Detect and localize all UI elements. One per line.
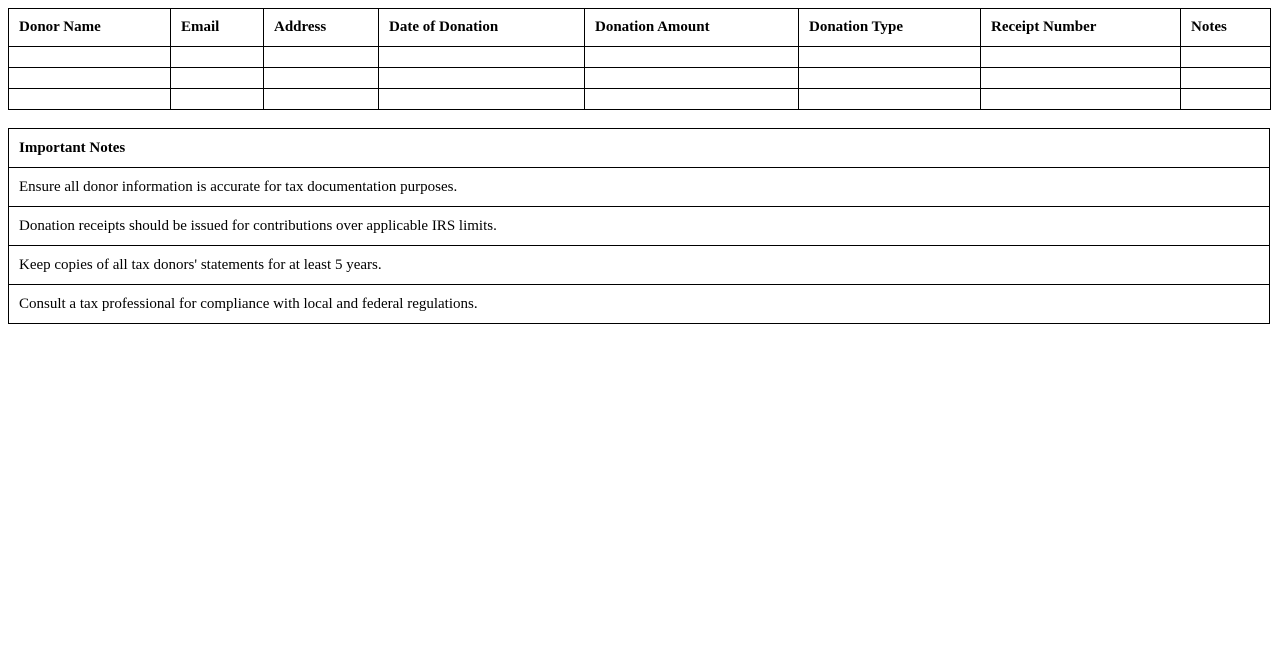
table-cell-address[interactable] xyxy=(264,47,379,68)
table-cell-donation-type[interactable] xyxy=(799,89,981,110)
list-item xyxy=(9,168,1270,207)
header-row xyxy=(9,9,1271,47)
table-cell-notes[interactable] xyxy=(1181,89,1271,110)
list-item xyxy=(9,207,1270,246)
note-text: Consult a tax professional for compliance with local and federal regulations. xyxy=(9,285,1270,324)
list-item xyxy=(9,285,1270,324)
important-notes-table xyxy=(8,128,1270,324)
note-text: Donation receipts should be issued for contributions over applicable IRS limits. xyxy=(9,207,1270,246)
important-notes-heading: Important Notes xyxy=(9,129,1270,168)
donation-table xyxy=(8,8,1271,110)
table-row xyxy=(9,68,1271,89)
table-cell-donor-name[interactable] xyxy=(9,47,171,68)
note-text: Ensure all donor information is accurate for tax documentation purposes. xyxy=(9,168,1270,207)
table-cell-notes[interactable] xyxy=(1181,68,1271,89)
table-row xyxy=(9,89,1271,110)
table-cell-email[interactable] xyxy=(171,89,264,110)
table-cell-receipt-number[interactable] xyxy=(981,68,1181,89)
table-cell-notes[interactable] xyxy=(1181,47,1271,68)
table-row xyxy=(9,47,1271,68)
donation-table-header xyxy=(9,9,1271,47)
donation-table-body xyxy=(9,47,1271,110)
column-header-email: Email xyxy=(171,9,264,47)
table-cell-email[interactable] xyxy=(171,68,264,89)
table-cell-donation-type[interactable] xyxy=(799,47,981,68)
notes-heading-row xyxy=(9,129,1270,168)
table-cell-email[interactable] xyxy=(171,47,264,68)
table-cell-date-of-donation[interactable] xyxy=(379,89,585,110)
important-notes-header xyxy=(9,129,1270,168)
column-header-donation-type: Donation Type xyxy=(799,9,981,47)
important-notes-body xyxy=(9,168,1270,324)
table-cell-address[interactable] xyxy=(264,68,379,89)
table-cell-donor-name[interactable] xyxy=(9,68,171,89)
table-cell-address[interactable] xyxy=(264,89,379,110)
table-cell-receipt-number[interactable] xyxy=(981,89,1181,110)
table-cell-date-of-donation[interactable] xyxy=(379,47,585,68)
table-cell-receipt-number[interactable] xyxy=(981,47,1181,68)
column-header-donation-amount: Donation Amount xyxy=(585,9,799,47)
page-content xyxy=(8,8,1270,324)
table-cell-date-of-donation[interactable] xyxy=(379,68,585,89)
table-cell-donation-amount[interactable] xyxy=(585,47,799,68)
list-item xyxy=(9,246,1270,285)
table-cell-donation-amount[interactable] xyxy=(585,68,799,89)
table-cell-donation-amount[interactable] xyxy=(585,89,799,110)
column-header-date-of-donation: Date of Donation xyxy=(379,9,585,47)
column-header-receipt-number: Receipt Number xyxy=(981,9,1181,47)
column-header-notes: Notes xyxy=(1181,9,1271,47)
column-header-donor-name: Donor Name xyxy=(9,9,171,47)
column-header-address: Address xyxy=(264,9,379,47)
table-cell-donor-name[interactable] xyxy=(9,89,171,110)
note-text: Keep copies of all tax donors' statements for at least 5 years. xyxy=(9,246,1270,285)
table-cell-donation-type[interactable] xyxy=(799,68,981,89)
